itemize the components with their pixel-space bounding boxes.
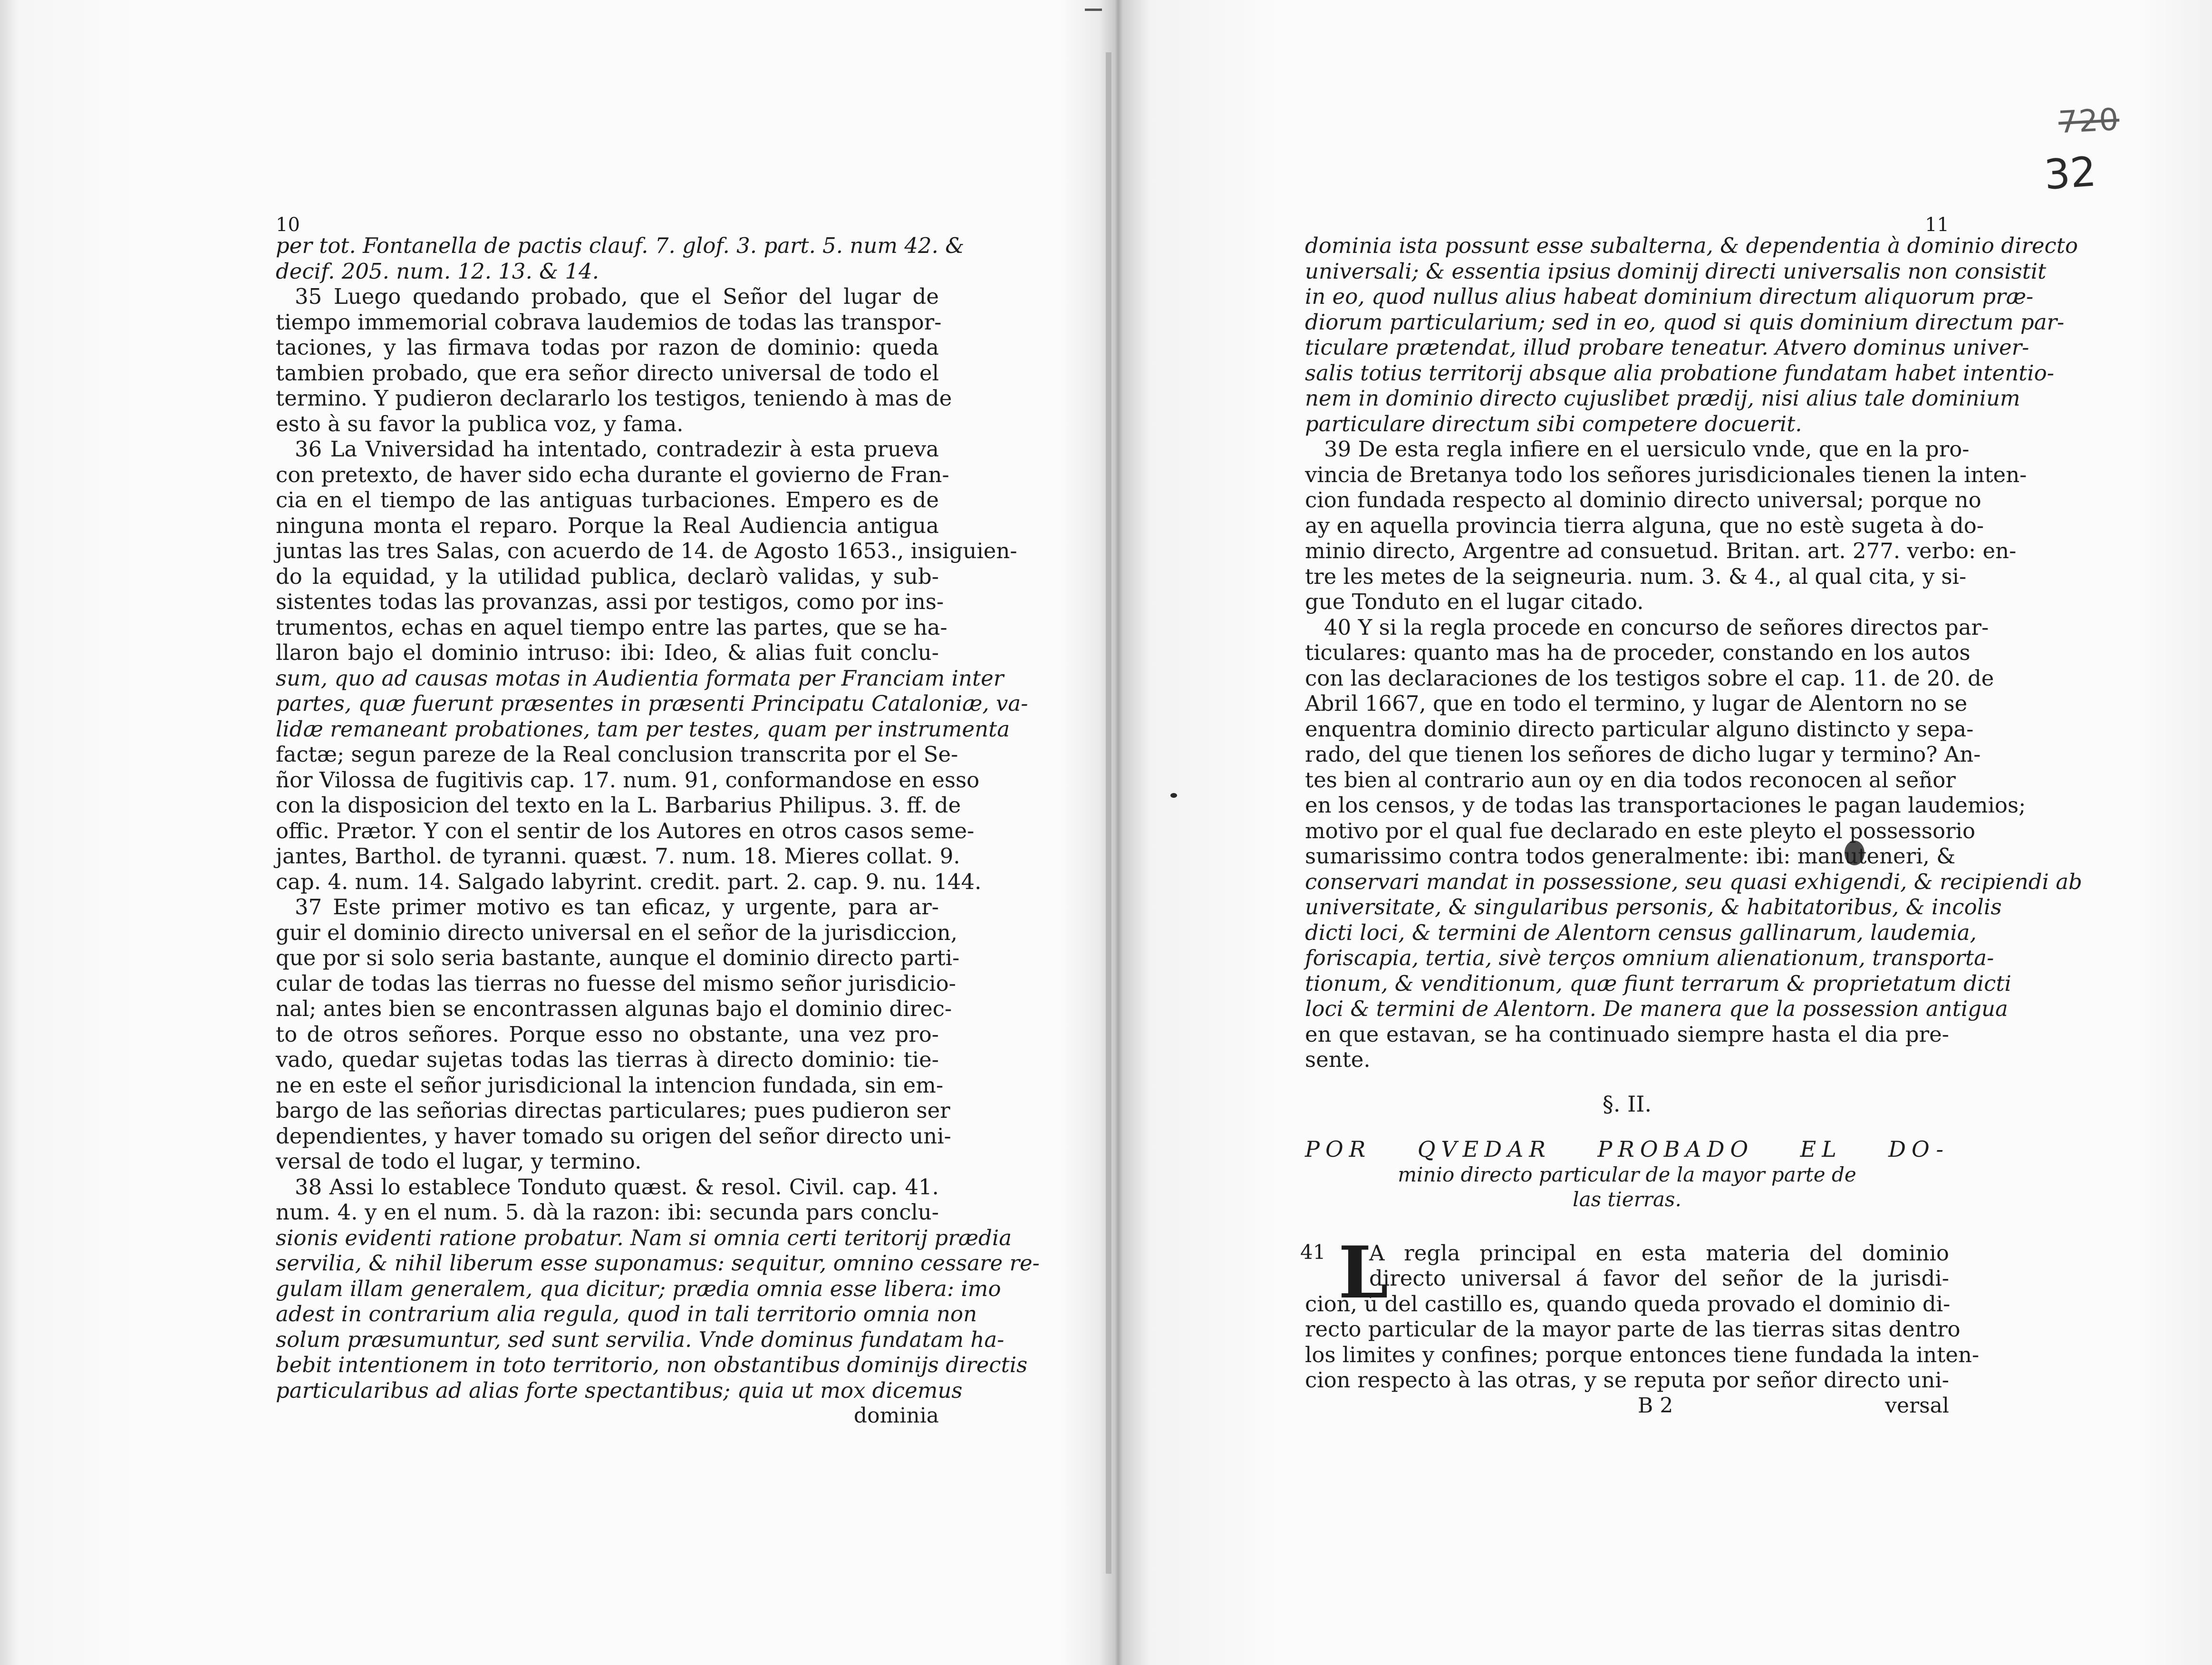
text-line: in eo, quod nullus alius habeat dominium directum aliquorum præ- — [1305, 284, 2034, 309]
text-line: cap. 4. num. 14. Salgado labyrint. credit. part. 2. cap. 9. nu. 144. — [276, 869, 982, 894]
section-heading: POR QVEDAR PROBADO EL DO- — [1305, 1136, 1949, 1162]
text-line: que por si solo seria bastante, aunque el dominio directo parti- — [276, 945, 960, 970]
text-line: cia en el tiempo de las antiguas turbaciones. Empero es de — [276, 487, 939, 513]
text-line: trumentos, echas en aquel tiempo entre las partes, que se ha- — [276, 614, 947, 640]
section-label: §. II. — [1602, 1091, 1652, 1117]
text-line: adest in contrarium alia regula, quod in tali territorio omnia non — [276, 1301, 977, 1326]
text-line: guir el dominio directo universal en el señor de la jurisdiccion, — [276, 920, 958, 945]
text-line: taciones, y las firmava todas por razon de dominio: queda — [276, 335, 939, 360]
text-line: nem in dominio directo cujuslibet prædij, nisi alius tale dominium — [1305, 386, 2020, 411]
text-line: tambien probado, que era señor directo universal de todo el — [276, 360, 939, 386]
left-page — [276, 214, 1040, 1488]
catchword: versal — [1885, 1393, 1949, 1418]
text-line: minio directo, Argentre ad consuetud. Britan. art. 277. verbo: en- — [1305, 538, 2017, 563]
text-line: 40 Y si la regla procede en concurso de señores directos par- — [1324, 614, 1989, 640]
text-line: tre les metes de la seigneuria. num. 3. & 4., al qual cita, y si- — [1305, 563, 1967, 589]
text-line: gulam illam generalem, qua dicitur; prædia omnia esse libera: imo — [276, 1276, 1001, 1301]
text-block-b — [1305, 1230, 1980, 1393]
text-line: partes, quæ fuerunt præsentes in præsenti Principatu Cataloniæ, va- — [276, 691, 1028, 716]
text-line: universali; & essentia ipsius dominij directi universalis non consistit — [1305, 258, 2047, 284]
text-line: particulare directum sibi competere docuerit. — [1305, 411, 1802, 436]
text-line: to de otros señores. Porque esso no obstante, una vez pro- — [276, 1021, 939, 1047]
left-page-text — [276, 233, 1040, 1428]
text-line: tes bien al contrario aun oy en dia todos reconocen al señor — [1305, 767, 1956, 793]
text-line: loci & termini de Alentorn. De manera que la possession antigua — [1305, 996, 2008, 1021]
text-line: ñor Vilossa de fugitivis cap. 17. num. 91, conformandose en esso — [276, 767, 980, 793]
ink-dot — [1170, 793, 1177, 798]
text-line: vado, quedar sujetas todas las tierras à directo dominio: tie- — [276, 1047, 939, 1072]
drop-cap: L — [1338, 1230, 1389, 1315]
text-line: juntas las tres Salas, con acuerdo de 14. de Agosto 1653., insiguien- — [276, 538, 1017, 563]
text-line: termino. Y pudieron declararlo los testigos, teniendo à mas de — [276, 386, 952, 411]
text-line: en que estavan, se ha continuado siempre hasta el dia pre- — [1305, 1021, 1949, 1047]
text-line: factæ; segun pareze de la Real conclusion transcrita por el Se- — [276, 742, 958, 767]
text-line: versal de todo el lugar, y termino. — [276, 1149, 642, 1174]
text-line: universitate, & singularibus personis, & habitatoribus, & incolis — [1305, 894, 2002, 920]
section-subheading-1: minio directo particular de la mayor parte de — [1398, 1162, 1856, 1186]
text-line: tionum, & venditionum, quæ fiunt terrarum & proprietatum dicti — [1305, 970, 2011, 996]
text-line: llaron bajo el dominio intruso: ibi: Ideo, & alias fuit conclu- — [276, 640, 939, 665]
text-line: solum præsumuntur, sed sunt servilia. Vnde dominus fundatam ha- — [276, 1326, 1005, 1352]
text-line: foriscapia, tertia, sivè terços omnium alienationum, transporta- — [1305, 945, 1994, 970]
text-line: tiempo immemorial cobrava laudemios de todas las transpor- — [276, 309, 942, 335]
text-line: rado, del que tienen los señores de dicho lugar y termino? An- — [1305, 742, 1981, 767]
text-line: enquentra dominio directo particular alguno distincto y sepa- — [1305, 716, 1974, 742]
text-line: recto particular de la mayor parte de las tierras sitas dentro — [1305, 1317, 1961, 1342]
text-line: sumarissimo contra todos generalmente: ibi: manuteneri, & — [1305, 843, 1956, 869]
right-page-text — [1300, 233, 2082, 1418]
text-line: ticulare prætendat, illud probare teneatur. Atvero dominus univer- — [1305, 335, 2029, 360]
gutter-shadow — [1106, 52, 1111, 1574]
text-line: per tot. Fontanella de pactis clauf. 7. glof. 3. part. 5. num 42. & — [276, 233, 965, 258]
page-number: 10 — [276, 214, 300, 236]
text-line: los limites y confines; porque entonces tiene fundada la inten- — [1305, 1342, 1980, 1367]
text-line: sente. — [1305, 1047, 1371, 1072]
text-line: vincia de Bretanya todo los señores jurisdicionales tienen la inten- — [1305, 462, 2027, 487]
text-line: cion, ù del castillo es, quando queda provado el dominio di- — [1305, 1291, 1951, 1317]
text-line: decif. 205. num. 12. 13. & 14. — [276, 258, 599, 284]
crossed-folio-note: 720 — [2057, 102, 2121, 141]
text-line: ay en aquella provincia tierra alguna, que no estè sugeta à do- — [1305, 513, 1984, 538]
paragraph-41 — [1300, 1230, 1980, 1393]
folio-note: 32 — [2042, 148, 2098, 199]
text-line: do la equidad, y la utilidad publica, declarò validas, y sub- — [276, 563, 939, 589]
text-line: A regla principal en esta materia del dominio — [1369, 1240, 1949, 1266]
text-line: bebit intentionem in toto territorio, non obstantibus dominijs directis — [276, 1352, 1028, 1377]
text-line: con pretexto, de haver sido echa durante el govierno de Fran- — [276, 462, 949, 487]
text-line: dicti loci, & termini de Alentorn census gallinarum, laudemia, — [1305, 920, 1977, 945]
text-line: directo universal á favor del señor de la jurisdi- — [1369, 1266, 1949, 1291]
text-line: salis totius territorij absque alia probatione fundatam habet intentio- — [1305, 360, 2054, 386]
text-line: motivo por el qual fue declarado en este pleyto el possessorio — [1305, 818, 1976, 843]
text-line: gue Tonduto en el lugar citado. — [1305, 589, 1644, 614]
page-number: 11 — [1925, 214, 1949, 236]
right-page — [1300, 214, 2082, 1488]
paragraph-number: 41 — [1300, 1240, 1326, 1264]
text-line: cular de todas las tierras no fuesse del mismo señor jurisdicio- — [276, 970, 956, 996]
top-mark — [1085, 9, 1102, 11]
text-line: 35 Luego quedando probado, que el Señor del lugar de — [295, 284, 939, 309]
text-line: dependientes, y haver tomado su origen del señor directo uni- — [276, 1123, 951, 1149]
text-line: en los censos, y de todas las transportaciones le pagan laudemios; — [1305, 793, 2026, 818]
text-line: conservari mandat in possessione, seu quasi exhigendi, & recipiendi ab — [1305, 869, 2082, 894]
text-block-a — [1305, 233, 2082, 1073]
text-line: ne en este el señor jurisdicional la intencion fundada, sin em- — [276, 1072, 944, 1098]
section-subheading-2: las tierras. — [1573, 1187, 1681, 1211]
text-line: particularibus ad alias forte spectantibus; quia ut mox dicemus — [276, 1377, 963, 1403]
catchword: dominia — [853, 1404, 939, 1428]
text-line: con las declaraciones de los testigos sobre el cap. 11. de 20. de — [1305, 665, 1994, 691]
text-line: dominia ista possunt esse subalterna, & dependentia à dominio directo — [1305, 233, 2078, 258]
text-line: sum, quo ad causas motas in Audientia formata per Franciam inter — [276, 665, 1004, 691]
text-line: bargo de las señorias directas particulares; pues pudieron ser — [276, 1098, 950, 1123]
text-line: lidæ remaneant probationes, tam per testes, quam per instrumenta — [276, 716, 1010, 742]
text-line: nal; antes bien se encontrassen algunas bajo el dominio direc- — [276, 996, 952, 1021]
signature-mark: B 2 — [1638, 1393, 1673, 1418]
text-line: Abril 1667, que en todo el termino, y lugar de Alentorn no se — [1305, 691, 1968, 716]
text-line: ninguna monta el reparo. Porque la Real Audiencia antigua — [276, 513, 939, 538]
text-line: num. 4. y en el num. 5. dà la razon: ibi: secunda pars conclu- — [276, 1200, 939, 1225]
text-line: sionis evidenti ratione probatur. Nam si omnia certi teritorij prædia — [276, 1225, 1012, 1250]
text-line: cion respecto à las otras, y se reputa por señor directo uni- — [1305, 1367, 1949, 1393]
page-footer — [1305, 1393, 1949, 1418]
text-line: servilia, & nihil liberum esse suponamus: sequitur, omnino cessare re- — [276, 1250, 1040, 1276]
text-line: 37 Este primer motivo es tan eficaz, y urgente, para ar- — [295, 894, 939, 920]
text-line: offic. Prætor. Y con el sentir de los Autores en otros casos seme- — [276, 818, 975, 843]
text-line: esto à su favor la publica voz, y fama. — [276, 411, 684, 436]
text-line: 38 Assi lo establece Tonduto quæst. & resol. Civil. cap. 41. — [295, 1174, 939, 1200]
text-line: ticulares: quanto mas ha de proceder, constando en los autos — [1305, 640, 1971, 665]
text-line: jantes, Barthol. de tyranni. quæst. 7. num. 18. Mieres collat. 9. — [276, 843, 960, 869]
text-line: diorum particularium; sed in eo, quod si quis dominium directum par- — [1305, 309, 2065, 335]
text-line: 39 De esta regla infiere en el uersiculo vnde, que en la pro- — [1324, 436, 1970, 462]
text-line: 36 La Vniversidad ha intentado, contradezir à esta prueva — [295, 436, 939, 462]
text-line: sistentes todas las provanzas, assi por testigos, como por ins- — [276, 589, 944, 614]
text-line: con la disposicion del texto en la L. Barbarius Philipus. 3. ff. de — [276, 793, 961, 818]
text-line: cion fundada respecto al dominio directo universal; porque no — [1305, 487, 1981, 513]
